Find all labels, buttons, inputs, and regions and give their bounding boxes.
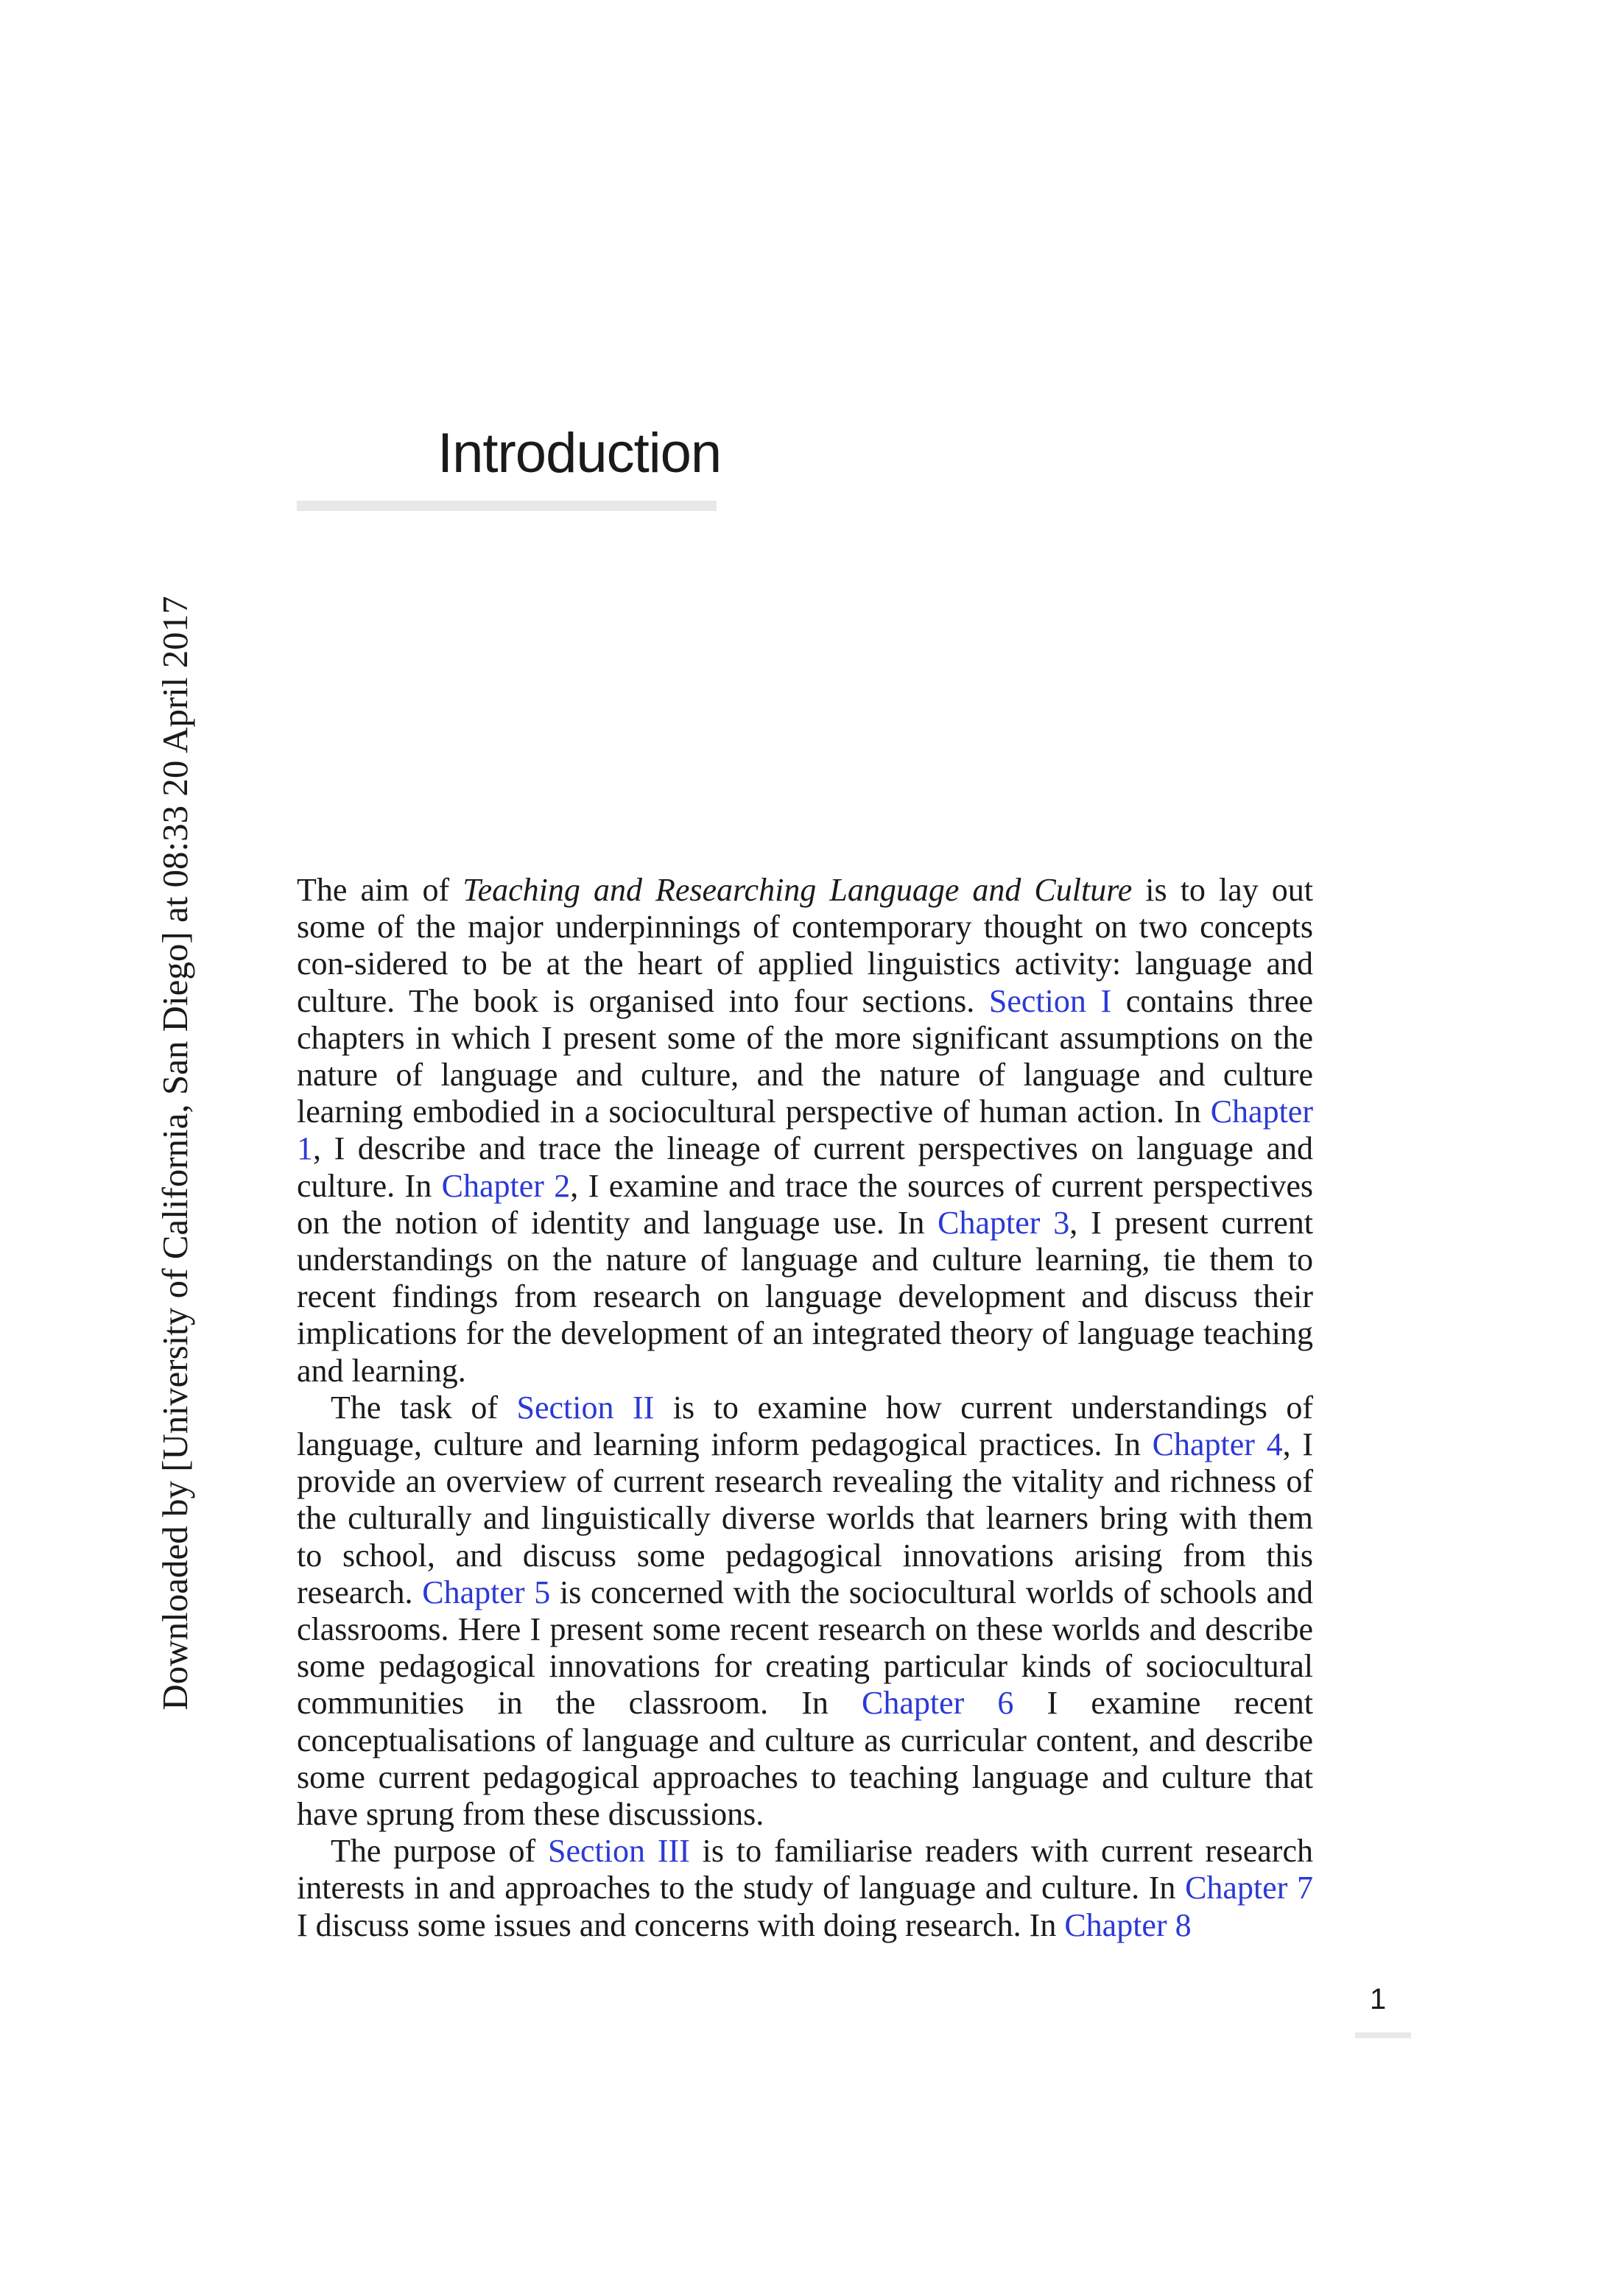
cross-reference-link[interactable]: Chapter 6 <box>862 1685 1014 1722</box>
text-run: , I examine and trace the sources of current perspectives on the notion of identity and language use. In <box>297 1167 1313 1241</box>
cross-reference-link[interactable]: Chapter 8 <box>1064 1906 1192 1943</box>
cross-reference-link[interactable]: Chapter 5 <box>422 1574 551 1610</box>
page-number-rule <box>1355 2032 1411 2038</box>
text-run: , I provide an overview of current research revealing the vitality and richness of the culturally and linguistically diverse worlds that learners bring with them to school, and discuss some pedagogical innovations arising from this research. <box>297 1426 1313 1610</box>
text-run: I discuss some issues and concerns with doing research. In <box>297 1906 1065 1943</box>
cross-reference-link[interactable]: Section III <box>547 1833 690 1870</box>
text-run: , I describe and trace the lineage of current perspectives on language and culture. In <box>297 1130 1313 1204</box>
text-run: The aim of <box>297 872 463 908</box>
text-run: The task of <box>331 1389 517 1426</box>
paragraph <box>297 872 1313 1390</box>
cross-reference-link[interactable]: Chapter 7 <box>1185 1870 1313 1906</box>
title-underline-rule <box>297 501 717 511</box>
page-number: 1 <box>1370 1983 1387 2015</box>
text-run: is to examine how current understandings of language, culture and learning inform pedagogical practices. In <box>297 1389 1313 1463</box>
cross-reference-link[interactable]: Chapter 1 <box>297 1094 1313 1167</box>
text-run: The purpose of <box>331 1833 548 1870</box>
cross-reference-link[interactable]: Chapter 4 <box>1152 1426 1283 1463</box>
body-text <box>297 872 1313 1944</box>
paragraph <box>297 1390 1313 1833</box>
text-run: contains three chapters in which I present some of the more significant assumptions on the nature of language and culture, and the nature of language and culture learning embodied in a sociocultural perspective of human action. In <box>297 982 1313 1130</box>
paragraph <box>297 1833 1313 1944</box>
text-run: is to lay out some of the major underpinnings of contemporary thought on two concepts con-sidered to be at the heart of applied linguistics activity: language and culture. The book is organised into four sections. <box>297 872 1313 1019</box>
text-run: , I present current understandings on the nature of language and culture learning, tie them to recent findings from research on language development and discuss their implications for the development of an integrated theory of language teaching and learning. <box>297 1204 1313 1389</box>
cross-reference-link[interactable]: Chapter 2 <box>441 1167 571 1204</box>
chapter-title: Introduction <box>437 422 722 485</box>
text-run: I examine recent conceptualisations of language and culture as curricular content, and describe some current pedagogical approaches to teaching language and culture that have sprung from these discussions. <box>297 1685 1313 1833</box>
download-notice: Downloaded by [University of California, San Diego] at 08:33 20 April 2017 <box>155 596 195 1711</box>
text-run: is concerned with the sociocultural worlds of schools and classrooms. Here I present some recent research on these worlds and describe some pedagogical innovations for creating particular kinds of sociocultural communities in the classroom. In <box>297 1574 1313 1722</box>
text-run: is to familiarise readers with current research interests in and approaches to the study of language and culture. In <box>297 1833 1313 1906</box>
book-title-italic: Teaching and Researching Language and Culture <box>462 872 1133 908</box>
cross-reference-link[interactable]: Chapter 3 <box>938 1204 1070 1241</box>
cross-reference-link[interactable]: Section I <box>988 982 1112 1019</box>
cross-reference-link[interactable]: Section II <box>516 1389 655 1426</box>
